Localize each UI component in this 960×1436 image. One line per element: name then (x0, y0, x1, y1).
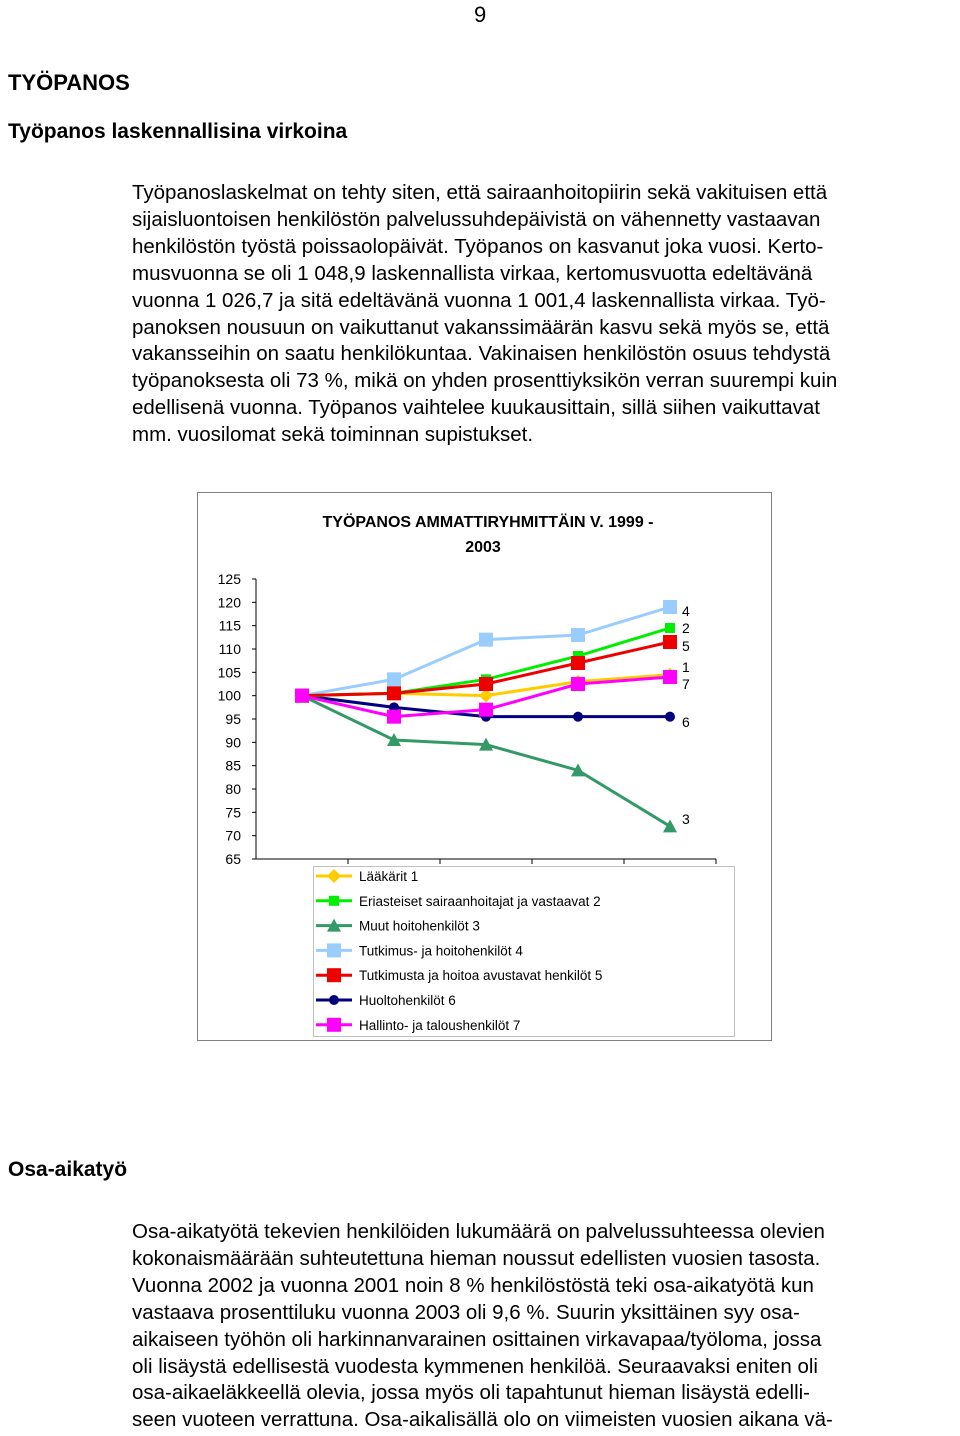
chart-title: 2003 (465, 539, 501, 556)
paragraph-line: musvuonna se oli 1 048,9 laskennallista virkaa, kertomusvuotta edeltävänä (132, 261, 813, 285)
data-point-5 (571, 656, 585, 670)
data-point-6 (573, 712, 583, 722)
legend-label: Eriasteiset sairaanhoitajat ja vastaavat 2 (359, 893, 601, 909)
legend-swatch-marker (327, 1018, 341, 1032)
data-point-6 (665, 712, 675, 722)
legend-swatch-marker (329, 896, 339, 906)
page-heading: TYÖPANOS (8, 70, 130, 95)
series-end-label: 5 (682, 638, 690, 654)
paragraph-line: henkilöstön työstä poissaolopäivät. Työpanos on kasvanut joka vuosi. Kerto- (132, 234, 824, 258)
paragraph-line: vakansseihin on saatu henkilökuntaa. Vakinaisen henkilöstön osuus tehdystä (132, 342, 831, 366)
y-tick-label: 90 (225, 734, 241, 751)
y-tick-label: 110 (218, 641, 241, 657)
data-point-5 (387, 686, 401, 700)
paragraph-line: panoksen nousuun on vaikuttanut vakanssimäärän kasvu sekä myös se, että (132, 315, 830, 339)
legend-label: Tutkimus- ja hoitohenkilöt 4 (359, 943, 523, 959)
data-point-4 (479, 633, 493, 647)
data-point-5 (479, 677, 493, 691)
paragraph-line: aikaiseen työhön oli harkinnanvarainen osittainen virkavapaa/työloma, jossa (132, 1327, 822, 1351)
paragraph-line: kokonaismäärään suhteutettuna hieman noussut edellisten vuosien tasosta. (132, 1246, 821, 1270)
paragraph-line: mm. vuosilomat sekä toiminnan supistukset. (132, 423, 534, 447)
data-point-4 (387, 672, 401, 686)
legend-swatch-marker (327, 943, 341, 957)
data-point-7 (295, 689, 309, 703)
paragraph-line: työpanoksesta oli 73 %, mikä on yhden prosenttiyksikön verran suurempi kuin (132, 369, 838, 393)
page-number: 9 (474, 2, 487, 27)
y-tick-label: 85 (225, 757, 241, 774)
data-point-7 (571, 677, 585, 691)
data-point-7 (387, 710, 401, 724)
y-tick-label: 65 (225, 851, 241, 867)
paragraph-line: oli lisäystä edellisestä vuodesta kymmenen henkilöä. Seuraavaksi eniten oli (132, 1354, 818, 1378)
y-tick-label: 105 (217, 664, 241, 681)
section-heading: Työpanos laskennallisina virkoina (8, 120, 348, 143)
legend-swatch-marker (329, 995, 339, 1005)
series-end-label: 7 (682, 676, 690, 692)
y-tick-label: 100 (217, 687, 241, 704)
series-end-label: 3 (682, 811, 690, 827)
paragraph-line: vuonna 1 026,7 ja sitä edeltävänä vuonna 1 001,4 laskennallista virkaa. Työ- (132, 288, 826, 312)
data-point-5 (663, 635, 677, 649)
paragraph-line: vastaava prosenttiluku vuonna 2003 oli 9,6 %. Suurin yksittäinen syy osa- (132, 1300, 800, 1324)
legend-label: Tutkimusta ja hoitoa avustavat henkilöt 5 (359, 968, 603, 984)
part-time-paragraph (132, 1219, 833, 1434)
legend-label: Muut hoitohenkilöt 3 (359, 918, 480, 934)
chart-title: TYÖPANOS AMMATTIRYHMITTÄIN V. 1999 - (322, 514, 654, 531)
paragraph-line: Vuonna 2002 ja vuonna 2001 noin 8 % henkilöstöstä teki osa-aikatyötä kun (132, 1273, 814, 1297)
data-point-7 (479, 703, 493, 717)
data-point-3 (663, 819, 677, 832)
legend-label: Huoltohenkilöt 6 (359, 993, 456, 1008)
y-tick-label: 120 (217, 594, 241, 611)
data-point-7 (663, 670, 677, 684)
y-tick-label: 115 (218, 617, 241, 634)
paragraph-line: sijaisluontoisen henkilöstön palvelussuhdepäivistä on vähennetty vastaavan (132, 207, 821, 231)
y-tick-label: 75 (225, 804, 241, 821)
paragraph-line: osa-aikaeläkkeellä olevia, jossa myös oli tapahtunut hieman lisäystä edelli- (132, 1381, 811, 1405)
legend-swatch-marker (327, 869, 341, 883)
y-tick-label: 95 (225, 711, 241, 727)
series-end-label: 4 (682, 603, 690, 619)
paragraph-line: edellisenä vuonna. Työpanos vaihtelee kuukausittain, sillä siihen vaikuttavat (132, 396, 820, 420)
y-tick-label: 125 (217, 571, 241, 587)
series-end-label: 6 (682, 714, 690, 730)
legend-label: Hallinto- ja taloushenkilöt 7 (359, 1017, 521, 1033)
paragraph-line: Osa-aikatyötä tekevien henkilöiden lukumäärä on palvelussuhteessa olevien (132, 1220, 825, 1243)
data-point-4 (663, 600, 677, 614)
data-point-2 (665, 623, 675, 633)
series-end-label: 2 (682, 620, 690, 636)
paragraph-line: seen vuoteen verrattuna. Osa-aikalisällä olo on viimeisten vuosien aikana vä- (132, 1408, 833, 1432)
legend-swatch-marker (327, 968, 341, 982)
series-end-label: 1 (682, 659, 690, 675)
paragraph-line: Työpanoslaskelmat on tehty siten, että sairaanhoitopiirin sekä vakituisen että (132, 181, 828, 204)
y-tick-label: 80 (225, 781, 241, 797)
section-heading-part-time: Osa-aikatyö (8, 1158, 128, 1181)
y-tick-label: 70 (225, 827, 241, 844)
legend-label: Lääkärit 1 (359, 869, 419, 884)
data-point-4 (571, 628, 585, 642)
